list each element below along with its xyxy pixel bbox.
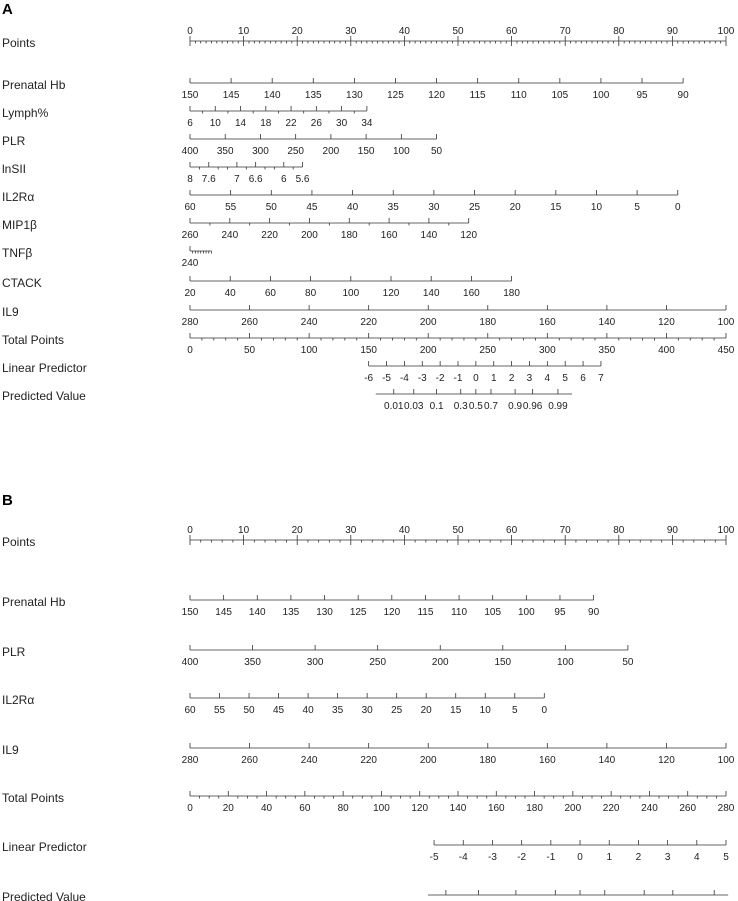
tick-label: 150 (357, 146, 375, 157)
tick-label: -1 (546, 852, 556, 863)
tick-label: 100 (342, 288, 360, 299)
tick-label: 20 (291, 525, 303, 536)
tick-label: 2 (635, 852, 642, 863)
tick-label: 135 (304, 90, 322, 101)
row-label: Linear Predictor (2, 361, 87, 375)
row-predicted-value (2, 890, 728, 901)
tick-label: 25 (468, 202, 481, 213)
tick-label: 10 (590, 202, 603, 213)
tick-label: 45 (273, 705, 285, 716)
tick-label: 4 (544, 373, 551, 384)
tick-label: 10 (209, 118, 221, 129)
tick-label: 140 (422, 288, 440, 299)
tick-label: 200 (564, 803, 582, 814)
tick-label: 120 (411, 803, 429, 814)
tick-label: 70 (559, 26, 571, 37)
tick-label: 220 (360, 755, 378, 766)
row-plr (2, 645, 634, 668)
tick-label: 80 (613, 26, 625, 37)
tick-label: 300 (252, 146, 269, 157)
tick-label: 30 (428, 202, 440, 213)
tick-label: 10 (238, 26, 250, 37)
tick-label: 7.6 (201, 174, 216, 185)
tick-label: 10 (238, 525, 250, 536)
tick-label: 0 (187, 525, 193, 536)
tick-label: 0.3 (453, 401, 468, 412)
row-label: Predicted Value (2, 389, 86, 403)
tick-label: 0.7 (484, 401, 498, 412)
tick-label: 110 (510, 90, 527, 101)
tick-label: 260 (679, 803, 697, 814)
row-label: Linear Predictor (2, 840, 87, 854)
tick-label: 120 (383, 607, 401, 618)
tick-label: 120 (428, 90, 445, 101)
tick-label: 50 (430, 146, 443, 157)
tick-label: -5 (382, 373, 391, 384)
tick-label: 5.6 (295, 174, 310, 185)
tick-label: 160 (463, 288, 480, 299)
tick-label: 0.9 (508, 401, 523, 412)
tick-label: 60 (506, 525, 518, 536)
tick-label: 40 (261, 803, 273, 814)
tick-label: 40 (347, 202, 359, 213)
tick-label: 240 (181, 258, 199, 269)
tick-label: 60 (184, 202, 196, 213)
tick-label: 100 (592, 90, 610, 101)
row-lymph-pct (2, 106, 373, 129)
tick-label: 100 (717, 525, 735, 536)
tick-label: 260 (241, 317, 258, 328)
tick-label: 100 (373, 803, 390, 814)
tick-label: 200 (322, 146, 340, 157)
tick-label: 150 (181, 607, 199, 618)
tick-label: 100 (392, 146, 410, 157)
tick-label: 140 (420, 230, 438, 241)
tick-label: 200 (301, 230, 318, 241)
tick-label: 140 (248, 607, 266, 618)
tick-label: 145 (222, 90, 240, 101)
tick-label: 150 (494, 657, 512, 668)
tick-label: 120 (658, 317, 675, 328)
tick-label: 260 (181, 230, 199, 241)
tick-label: 10 (479, 705, 491, 716)
tick-label: -2 (435, 373, 445, 384)
tick-label: 260 (241, 755, 258, 766)
tick-label: 400 (181, 146, 199, 157)
tick-label: 5 (562, 373, 568, 384)
tick-label: 80 (305, 288, 317, 299)
tick-label: 25 (391, 705, 403, 716)
tick-label: 0 (187, 26, 193, 37)
tick-label: 100 (517, 607, 535, 618)
row-label: TNFβ (2, 246, 33, 260)
tick-label: 0 (187, 803, 193, 814)
tick-label: 350 (244, 657, 261, 668)
tick-label: 180 (479, 755, 497, 766)
row-label: IL2Rα (2, 693, 35, 707)
tick-label: -1 (453, 373, 463, 384)
tick-label: 45 (306, 202, 318, 213)
tick-label: 50 (265, 202, 277, 213)
tick-label: 40 (302, 705, 314, 716)
tick-label: 400 (658, 345, 675, 356)
row-mip1beta (2, 218, 477, 241)
row-label: Points (2, 535, 36, 549)
row-label: Prenatal Hb (2, 595, 66, 609)
tick-label: 20 (420, 705, 432, 716)
tick-label: 120 (658, 755, 675, 766)
tick-label: 35 (387, 202, 399, 213)
tick-label: 125 (387, 90, 404, 101)
tick-label: 280 (181, 755, 199, 766)
tick-label: 100 (717, 26, 735, 37)
tick-label: 20 (222, 803, 234, 814)
row-label: PLR (2, 134, 26, 148)
tick-label: 35 (332, 705, 344, 716)
tick-label: 5 (723, 852, 729, 863)
tick-label: 20 (184, 288, 196, 299)
tick-label: 95 (636, 90, 648, 101)
tick-label: 60 (299, 803, 311, 814)
tick-label: 145 (215, 607, 232, 618)
tick-label: 50 (243, 345, 256, 356)
tick-label: 160 (538, 317, 556, 328)
tick-label: 1 (490, 373, 497, 384)
tick-label: 0.03 (404, 401, 424, 412)
tick-label: 80 (613, 525, 625, 536)
tick-label: 0.99 (548, 401, 568, 412)
row-total-points (2, 791, 735, 814)
tick-label: 3 (526, 373, 533, 384)
tick-label: 180 (503, 288, 520, 299)
row-il9 (2, 305, 735, 328)
tick-label: -4 (458, 852, 468, 863)
row-label: CTACK (2, 276, 42, 290)
tick-label: 350 (216, 146, 234, 157)
tick-label: 135 (282, 607, 300, 618)
tick-label: 100 (717, 317, 735, 328)
tick-label: 140 (598, 317, 616, 328)
tick-label: 55 (225, 202, 237, 213)
tick-label: -5 (429, 852, 439, 863)
tick-label: 110 (451, 607, 468, 618)
row-label: IL2Rα (2, 190, 35, 204)
tick-label: 150 (360, 345, 378, 356)
tick-label: 90 (666, 525, 678, 536)
row-label: IL9 (2, 305, 19, 319)
tick-label: 5 (634, 202, 640, 213)
tick-label: 90 (677, 90, 689, 101)
tick-label: 300 (538, 345, 556, 356)
tick-label: 0 (541, 705, 548, 716)
row-prenatal-hb (2, 595, 600, 618)
tick-label: 6.6 (248, 174, 263, 185)
tick-label: 220 (602, 803, 620, 814)
panel-a (2, 1, 735, 412)
tick-label: 120 (460, 230, 478, 241)
tick-label: 22 (285, 118, 297, 129)
tick-label: 55 (213, 705, 226, 716)
row-prenatal-hb (2, 78, 689, 101)
tick-label: 0 (674, 202, 681, 213)
tick-label: 280 (717, 803, 735, 814)
tick-label: 30 (345, 525, 357, 536)
tick-label: 15 (450, 705, 462, 716)
row-label: IL9 (2, 743, 19, 757)
tick-label: 14 (234, 118, 247, 129)
tick-label: 3 (664, 852, 671, 863)
tick-label: 20 (291, 26, 303, 37)
tick-label: 50 (452, 525, 464, 536)
tick-label: 250 (287, 146, 305, 157)
tick-label: 140 (263, 90, 281, 101)
tick-label: 100 (557, 657, 574, 668)
tick-label: 50 (622, 657, 634, 668)
tick-label: 0.01 (384, 401, 404, 412)
tick-label: 50 (243, 705, 255, 716)
tick-label: 280 (181, 317, 199, 328)
tick-label: 100 (300, 345, 318, 356)
tick-label: 200 (419, 755, 437, 766)
tick-label: 26 (310, 118, 322, 129)
row-total-points (2, 333, 735, 356)
row-il2ralpha (2, 190, 681, 213)
tick-label: 180 (479, 317, 497, 328)
tick-label: 18 (260, 118, 272, 129)
tick-label: 0.96 (522, 401, 543, 412)
tick-label: 20 (509, 202, 521, 213)
tick-label: 80 (337, 803, 349, 814)
tick-label: 200 (419, 317, 437, 328)
row-lnsii (2, 162, 310, 185)
row-label: Prenatal Hb (2, 78, 66, 92)
tick-label: 90 (666, 26, 678, 37)
tick-label: 240 (641, 803, 658, 814)
tick-label: 150 (181, 90, 199, 101)
row-label: Predicted Value (2, 890, 86, 901)
tick-label: 7 (234, 174, 240, 185)
row-ctack (2, 276, 520, 299)
row-label: Lymph% (2, 106, 49, 120)
tick-label: 60 (506, 26, 518, 37)
tick-label: 6 (187, 118, 193, 129)
tick-label: 15 (550, 202, 562, 213)
tick-label: 0 (577, 852, 583, 863)
tick-label: 40 (398, 26, 410, 37)
tick-label: -6 (364, 373, 374, 384)
tick-label: 115 (417, 607, 434, 618)
tick-label: 40 (398, 525, 410, 536)
tick-label: 140 (598, 755, 616, 766)
panel-label: B (2, 492, 13, 509)
tick-label: 160 (538, 755, 556, 766)
row-plr (2, 134, 443, 157)
tick-label: 95 (554, 607, 566, 618)
tick-label: 400 (181, 657, 199, 668)
tick-label: 130 (316, 607, 333, 618)
tick-label: 60 (184, 705, 196, 716)
row-linear-predictor (2, 361, 604, 384)
panel-b (2, 492, 735, 901)
row-label: Total Points (2, 791, 65, 805)
row-label: Points (2, 36, 36, 50)
tick-label: 0.1 (429, 401, 444, 412)
row-points (2, 525, 735, 549)
row-tnfbeta (2, 246, 211, 269)
tick-label: 130 (346, 90, 363, 101)
tick-label: 450 (717, 345, 735, 356)
tick-label: 30 (361, 705, 373, 716)
tick-label: 160 (380, 230, 398, 241)
tick-label: 180 (340, 230, 358, 241)
tick-label: 1 (606, 852, 613, 863)
tick-label: 140 (449, 803, 467, 814)
tick-label: 5 (511, 705, 518, 716)
tick-label: 115 (469, 90, 486, 101)
tick-label: 30 (345, 26, 357, 37)
tick-label: -3 (488, 852, 497, 863)
tick-label: 220 (261, 230, 278, 241)
panel-label: A (2, 1, 13, 18)
tick-label: -4 (399, 373, 409, 384)
tick-label: 8 (187, 174, 193, 185)
tick-label: 180 (526, 803, 543, 814)
row-predicted-value (2, 389, 572, 412)
tick-label: -2 (517, 852, 527, 863)
tick-label: 125 (349, 607, 367, 618)
tick-label: 4 (694, 852, 700, 863)
tick-label: 7 (598, 373, 604, 384)
tick-label: 60 (264, 288, 276, 299)
tick-label: 50 (452, 26, 464, 37)
tick-label: 0 (473, 373, 479, 384)
tick-label: 40 (224, 288, 236, 299)
row-label: Total Points (2, 333, 65, 347)
tick-label: 90 (588, 607, 600, 618)
tick-label: 6 (580, 373, 586, 384)
row-label: lnSII (2, 162, 27, 176)
tick-label: 30 (336, 118, 348, 129)
tick-label: 240 (300, 317, 318, 328)
row-label: MIP1β (2, 218, 37, 232)
tick-label: 6 (281, 174, 287, 185)
tick-label: 300 (306, 657, 324, 668)
tick-label: 200 (419, 345, 437, 356)
tick-label: 100 (717, 755, 735, 766)
tick-label: 250 (369, 657, 387, 668)
tick-label: 34 (361, 118, 373, 129)
tick-label: 200 (431, 657, 449, 668)
tick-label: 105 (551, 90, 569, 101)
row-label: PLR (2, 645, 26, 659)
tick-label: -3 (417, 373, 427, 384)
row-il9 (2, 743, 735, 766)
tick-label: 160 (487, 803, 505, 814)
tick-label: 0 (187, 345, 193, 356)
tick-label: 250 (479, 345, 497, 356)
tick-label: 0.5 (468, 401, 483, 412)
tick-label: 350 (598, 345, 616, 356)
tick-label: 240 (300, 755, 318, 766)
tick-label: 240 (221, 230, 239, 241)
row-il2ralpha (2, 693, 548, 716)
tick-label: 120 (382, 288, 400, 299)
row-linear-predictor (2, 840, 729, 863)
tick-label: 220 (360, 317, 378, 328)
tick-label: 70 (559, 525, 571, 536)
tick-label: 2 (508, 373, 515, 384)
tick-label: 105 (484, 607, 502, 618)
row-points (2, 26, 735, 50)
